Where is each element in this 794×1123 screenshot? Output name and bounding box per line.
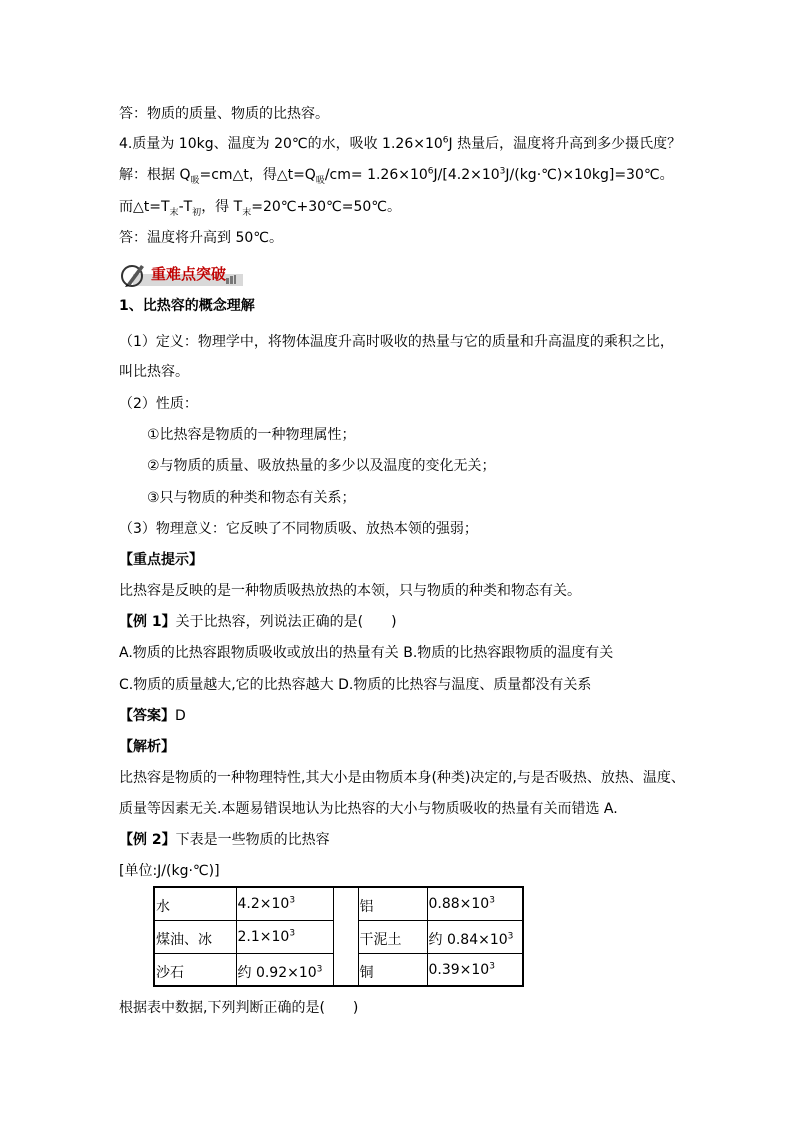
tip-heading: 【重点提示】 (119, 552, 203, 568)
banner-title: 重难点突破 (151, 265, 227, 283)
value-cell (427, 953, 523, 986)
solution-part: J/(kg·℃)×10kg]=30℃。 (505, 167, 674, 183)
value-cell (427, 887, 523, 920)
subscript: 末 (169, 207, 179, 218)
solution-part: 解：根据 Q (119, 167, 191, 183)
exponent: 6 (427, 166, 434, 177)
property-item-2: ②与物质的质量、吸放热量的多少以及温度的变化无关； (147, 458, 496, 474)
example-1-text: 关于比热容，列说法正确的是( ) (175, 614, 397, 630)
answer-line: 答：物质的质量、物质的比热容。 (119, 106, 329, 122)
value-cell (236, 953, 333, 986)
value-cell (236, 887, 333, 920)
solution-part: J/[4.2×10 (433, 167, 500, 183)
substance-cell: 铝 (358, 887, 427, 920)
answer-line-2: 答：温度将升高到 50℃。 (119, 230, 283, 246)
solution-part: =cm△t，得△t=Q (199, 167, 316, 183)
example-2-question (119, 830, 330, 850)
pen-icon (119, 262, 149, 288)
meaning-line: （3）物理意义：它反映了不同物质吸、放热本领的强弱； (119, 521, 478, 537)
subscript: 吸 (315, 175, 325, 186)
property-heading: （2）性质： (119, 396, 198, 412)
specific-heat-table (153, 886, 524, 987)
question-4-end: J 热量后，温度将升高到多少摄氏度？ (448, 136, 682, 152)
spacer-cell (333, 887, 358, 920)
solution-part: ，得 T (201, 199, 243, 215)
corner-icon (226, 275, 236, 284)
analysis-line-2: 质量等因素无关.本题易错误地认为比热容的大小与物质吸收的热量有关而错选 A. (119, 801, 618, 817)
exponent: 3 (289, 927, 296, 938)
subscript: 末 (242, 207, 252, 218)
exponent: 3 (489, 895, 495, 906)
value-text: 0.39×10 (428, 961, 490, 978)
example-2-label: 【例 2】 (119, 832, 176, 848)
substance-cell: 干泥土 (358, 920, 427, 953)
answer-value: D (175, 708, 186, 724)
table-row (154, 887, 523, 920)
question-4-text: 4.质量为 10kg、温度为 20℃的水，吸收 1.26×10 (119, 136, 443, 152)
value-text: 0.88×10 (428, 896, 490, 912)
exponent: 3 (499, 166, 506, 177)
section-heading: 1、比热容的概念理解 (119, 298, 255, 314)
solution-part: =20℃+30℃=50℃。 (251, 199, 402, 215)
value-text: 4.2×10 (237, 896, 290, 912)
option-ab: A.物质的比热容跟物质吸收或放出的热量有关 B.物质的比热容跟物质的温度有关 (119, 645, 614, 661)
subscript: 吸 (190, 175, 200, 186)
solution-line-2 (119, 197, 401, 217)
section-banner (119, 262, 244, 286)
substance-cell: 水 (154, 887, 236, 920)
property-item-3: ③只与物质的种类和物态有关系； (147, 490, 356, 506)
value-cell (427, 920, 523, 953)
value-text: 约 0.92×10 (237, 964, 317, 981)
value-text: 2.1×10 (237, 928, 290, 945)
value-cell (236, 920, 333, 953)
example-1-question (119, 612, 397, 632)
substance-cell: 煤油、冰 (154, 920, 236, 953)
unit-line: [单位:J/(kg·℃)] (119, 863, 220, 879)
follow-up-question: 根据表中数据,下列判断正确的是( ) (119, 1000, 359, 1016)
example-2-text: 下表是一些物质的比热容 (175, 832, 330, 848)
answer-row (119, 706, 186, 726)
solution-part: -T (178, 199, 193, 215)
analysis-line-1: 比热容是物质的一种物理特性,其大小是由物质本身(种类)决定的,与是否吸热、放热、温度、 (119, 770, 685, 786)
subscript: 初 (192, 207, 202, 218)
substance-cell: 沙石 (154, 953, 236, 986)
question-4 (119, 134, 681, 154)
table-row (154, 953, 523, 986)
table-row (154, 920, 523, 953)
option-cd: C.物质的质量越大,它的比热容越大 D.物质的比热容与温度、质量都没有关系 (119, 677, 592, 693)
substance-cell: 铜 (358, 953, 427, 986)
solution-line (119, 165, 674, 185)
spacer-cell (333, 920, 358, 953)
property-item-1: ①比热容是物质的一种物理属性； (147, 427, 356, 443)
exponent: 3 (289, 895, 296, 906)
definition-line-2: 叫比热容。 (119, 364, 189, 380)
spacer-cell (333, 953, 358, 986)
exponent: 3 (507, 930, 514, 941)
solution-part: 而△t=T (119, 199, 170, 215)
exponent: 3 (489, 960, 495, 971)
tip-text: 比热容是反映的是一种物质吸热放热的本领，只与物质的种类和物态有关。 (119, 583, 581, 599)
definition-line-1: （1）定义：物理学中，将物体温度升高时吸收的热量与它的质量和升高温度的乘积之比， (119, 334, 674, 350)
example-1-label: 【例 1】 (119, 614, 176, 630)
value-text: 约 0.84×10 (428, 931, 508, 948)
analysis-heading: 【解析】 (119, 739, 175, 755)
solution-part: /cm= 1.26×10 (324, 167, 428, 183)
exponent: 6 (442, 135, 449, 146)
answer-label: 【答案】 (119, 708, 175, 724)
exponent: 3 (316, 963, 323, 974)
